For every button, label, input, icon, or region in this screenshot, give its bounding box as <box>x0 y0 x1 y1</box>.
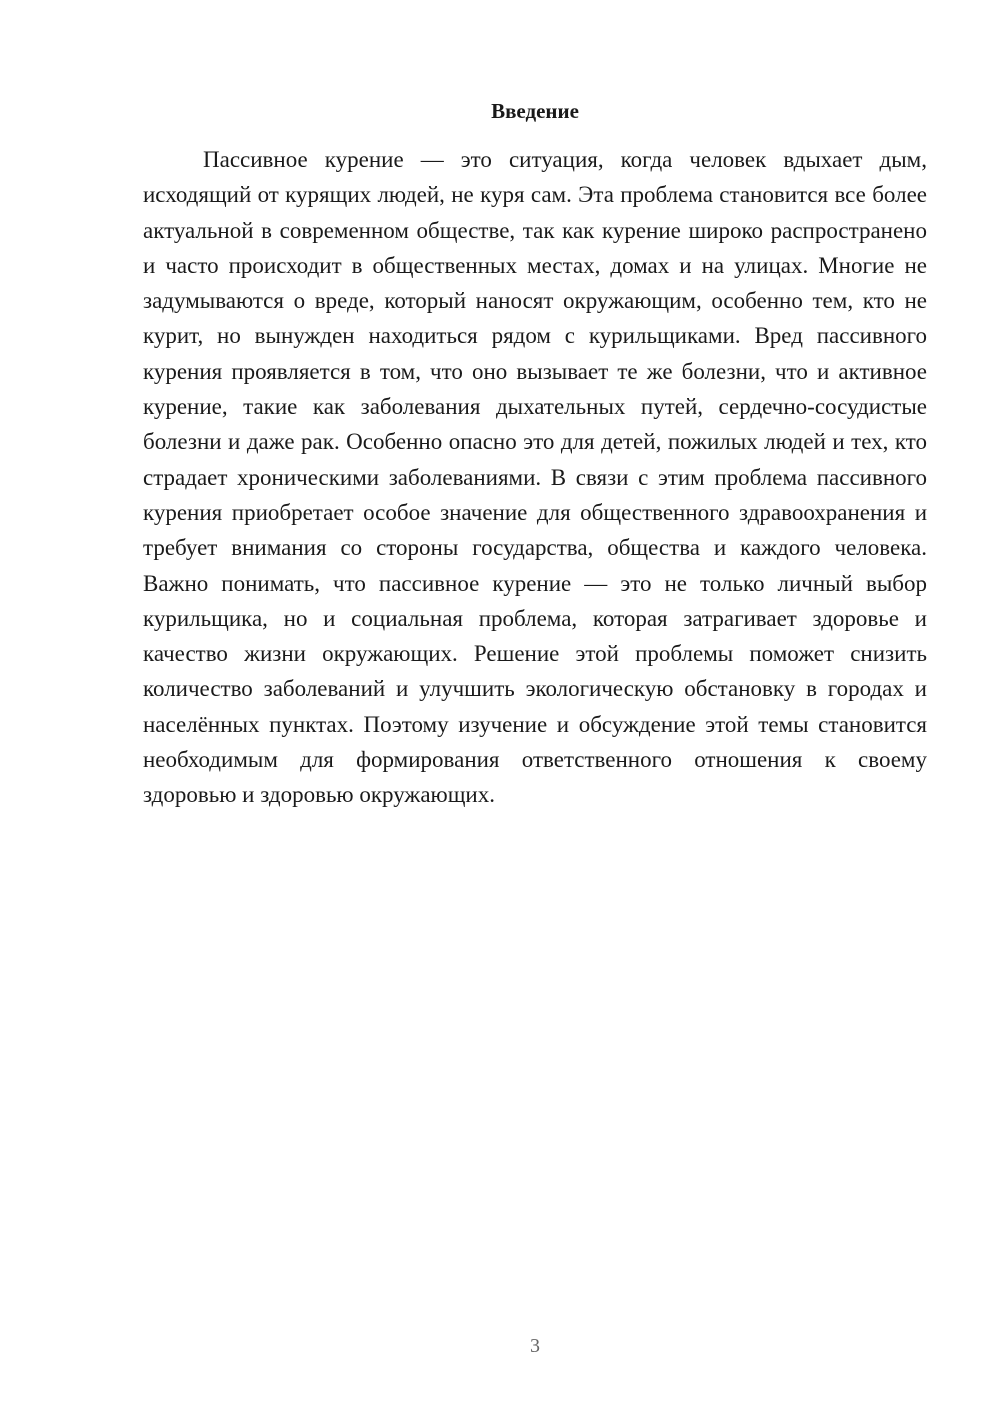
body-paragraph: Пассивное курение — это ситуация, когда человек вдыхает дым, исходящий от курящих людей, не куря сам. Эта проблема становится все более актуальной в современном обществе, так как курение широко распространено и часто происходит в общественных местах, домах и на улицах. Многие не задумываются о вреде, который наносят окружающим, особенно тем, кто не курит, но вынужден находиться рядом с курильщиками. Вред пассивного курения проявляется в том, что оно вызывает те же болезни, что и активное курение, такие как заболевания дыхательных путей, сердечно-сосудистые болезни и даже рак. Особенно опасно это для детей, пожилых людей и тех, кто страдает хроническими заболеваниями. В связи с этим проблема пассивного курения приобретает особое значение для общественного здравоохранения и требует внимания со стороны государства, общества и каждого человека. Важно понимать, что пассивное курение — это не только личный выбор курильщика, но и социальная проблема, которая затрагивает здоровье и качество жизни окружающих. Решение этой проблемы поможет снизить количество заболеваний и улучшить экологическую обстановку в городах и населённых пунктах. Поэтому изучение и обсуждение этой темы становится необходимым для формирования ответственного отношения к своему здоровью и здоровью окружающих. <box>143 147 927 808</box>
section-heading: Введение <box>491 99 579 123</box>
page-number: 3 <box>530 1335 540 1357</box>
